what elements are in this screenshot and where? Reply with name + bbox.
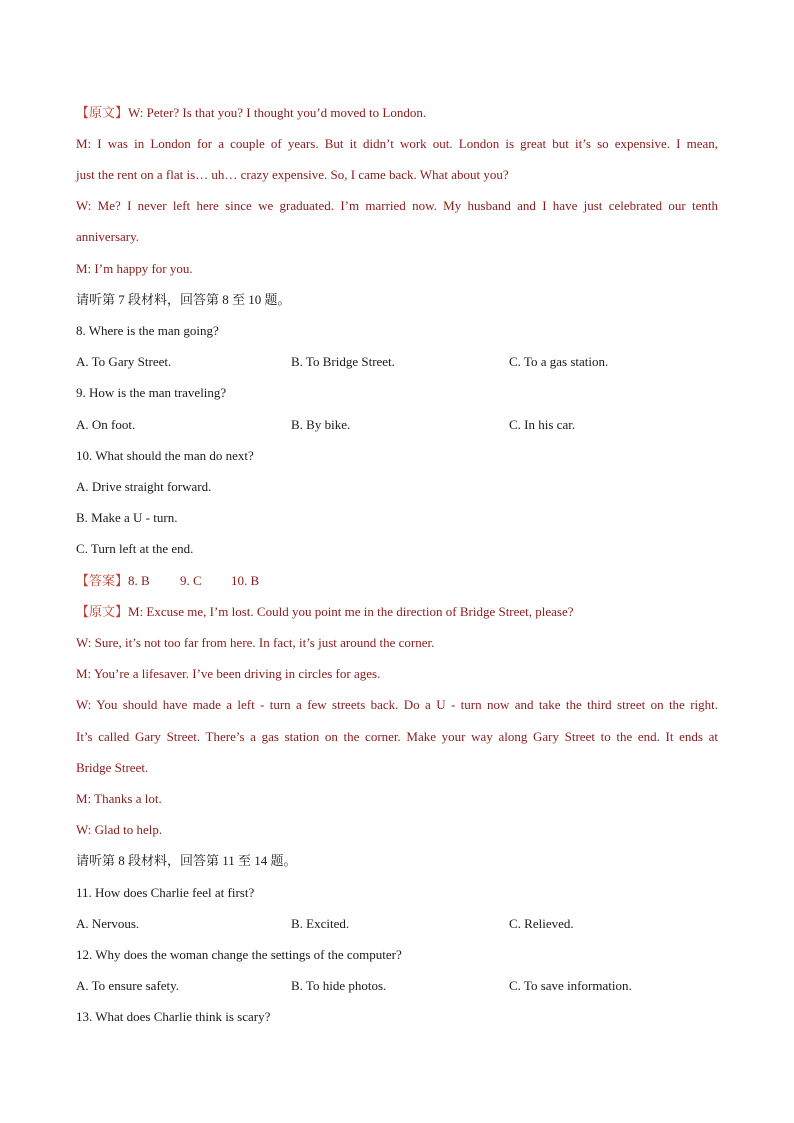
answer-8: 8. B <box>128 573 150 588</box>
option-c: C. In his car. <box>509 417 576 432</box>
option-c: C. Turn left at the end. <box>76 541 194 556</box>
question-stem: 13. What does Charlie think is scary? <box>76 1009 271 1024</box>
transcript-line: just the rent on a flat is… uh… crazy expensive. So, I came back. What about you? <box>76 167 509 182</box>
transcript-line: W: Glad to help. <box>76 822 163 837</box>
question-stem: 11. How does Charlie feel at first? <box>76 885 255 900</box>
option-a: A. To Gary Street. <box>76 354 172 369</box>
question-stem: 10. What should the man do next? <box>76 448 254 463</box>
transcript-line: It’s called Gary Street. There’s a gas station on the corner. Make your way along Gary Street to the end. It ends at <box>76 729 718 744</box>
transcript-line: M: I’m happy for you. <box>76 261 193 276</box>
option-a: A. Drive straight forward. <box>76 479 212 494</box>
transcript-line: M: You’re a lifesaver. I’ve been driving in circles for ages. <box>76 666 381 681</box>
option-b: B. To hide photos. <box>291 978 387 993</box>
transcript-line: W: You should have made a left - turn a few streets back. Do a U - turn now and take the third street on the right. <box>76 697 718 712</box>
option-a: A. To ensure safety. <box>76 978 180 993</box>
option-a: A. Nervous. <box>76 916 140 931</box>
question-stem: 8. Where is the man going? <box>76 323 219 338</box>
answer-line <box>76 573 259 589</box>
answer-10: 10. B <box>231 573 260 588</box>
section-instruction: 请听第 8 段材料，回答第 11 至 14 题。 <box>76 853 297 868</box>
transcript-tag: 【原文】 <box>76 105 129 120</box>
transcript-line: Bridge Street. <box>76 760 149 775</box>
option-b: B. Excited. <box>291 916 350 931</box>
transcript-line: W: Me? I never left here since we graduated. I’m married now. My husband and I have just celebrated our tenth <box>76 198 718 213</box>
answer-9: 9. C <box>180 573 202 588</box>
transcript-line: M: Thanks a lot. <box>76 791 162 806</box>
transcript-line: 【原文】M: Excuse me, I’m lost. Could you point me in the direction of Bridge Street, please? <box>76 604 574 619</box>
question-stem: 9. How is the man traveling? <box>76 385 227 400</box>
answer-tag: 【答案】 <box>76 573 129 588</box>
transcript-line: W: Sure, it’s not too far from here. In fact, it’s just around the corner. <box>76 635 435 650</box>
option-c: C. To a gas station. <box>509 354 609 369</box>
option-b: B. To Bridge Street. <box>291 354 395 369</box>
transcript-line: 【原文】W: Peter? Is that you? I thought you’d moved to London. <box>76 105 427 120</box>
transcript-line: anniversary. <box>76 229 140 244</box>
transcript-line: M: I was in London for a couple of years. But it didn’t work out. London is great but it’s so expensive. I mean, <box>76 136 718 151</box>
question-stem: 12. Why does the woman change the settings of the computer? <box>76 947 402 962</box>
transcript-tag: 【原文】 <box>76 604 129 619</box>
option-c: C. To save information. <box>509 978 632 993</box>
option-c: C. Relieved. <box>509 916 574 931</box>
section-instruction: 请听第 7 段材料，回答第 8 至 10 题。 <box>76 292 291 307</box>
option-a: A. On foot. <box>76 417 136 432</box>
option-b: B. Make a U - turn. <box>76 510 178 525</box>
option-b: B. By bike. <box>291 417 351 432</box>
